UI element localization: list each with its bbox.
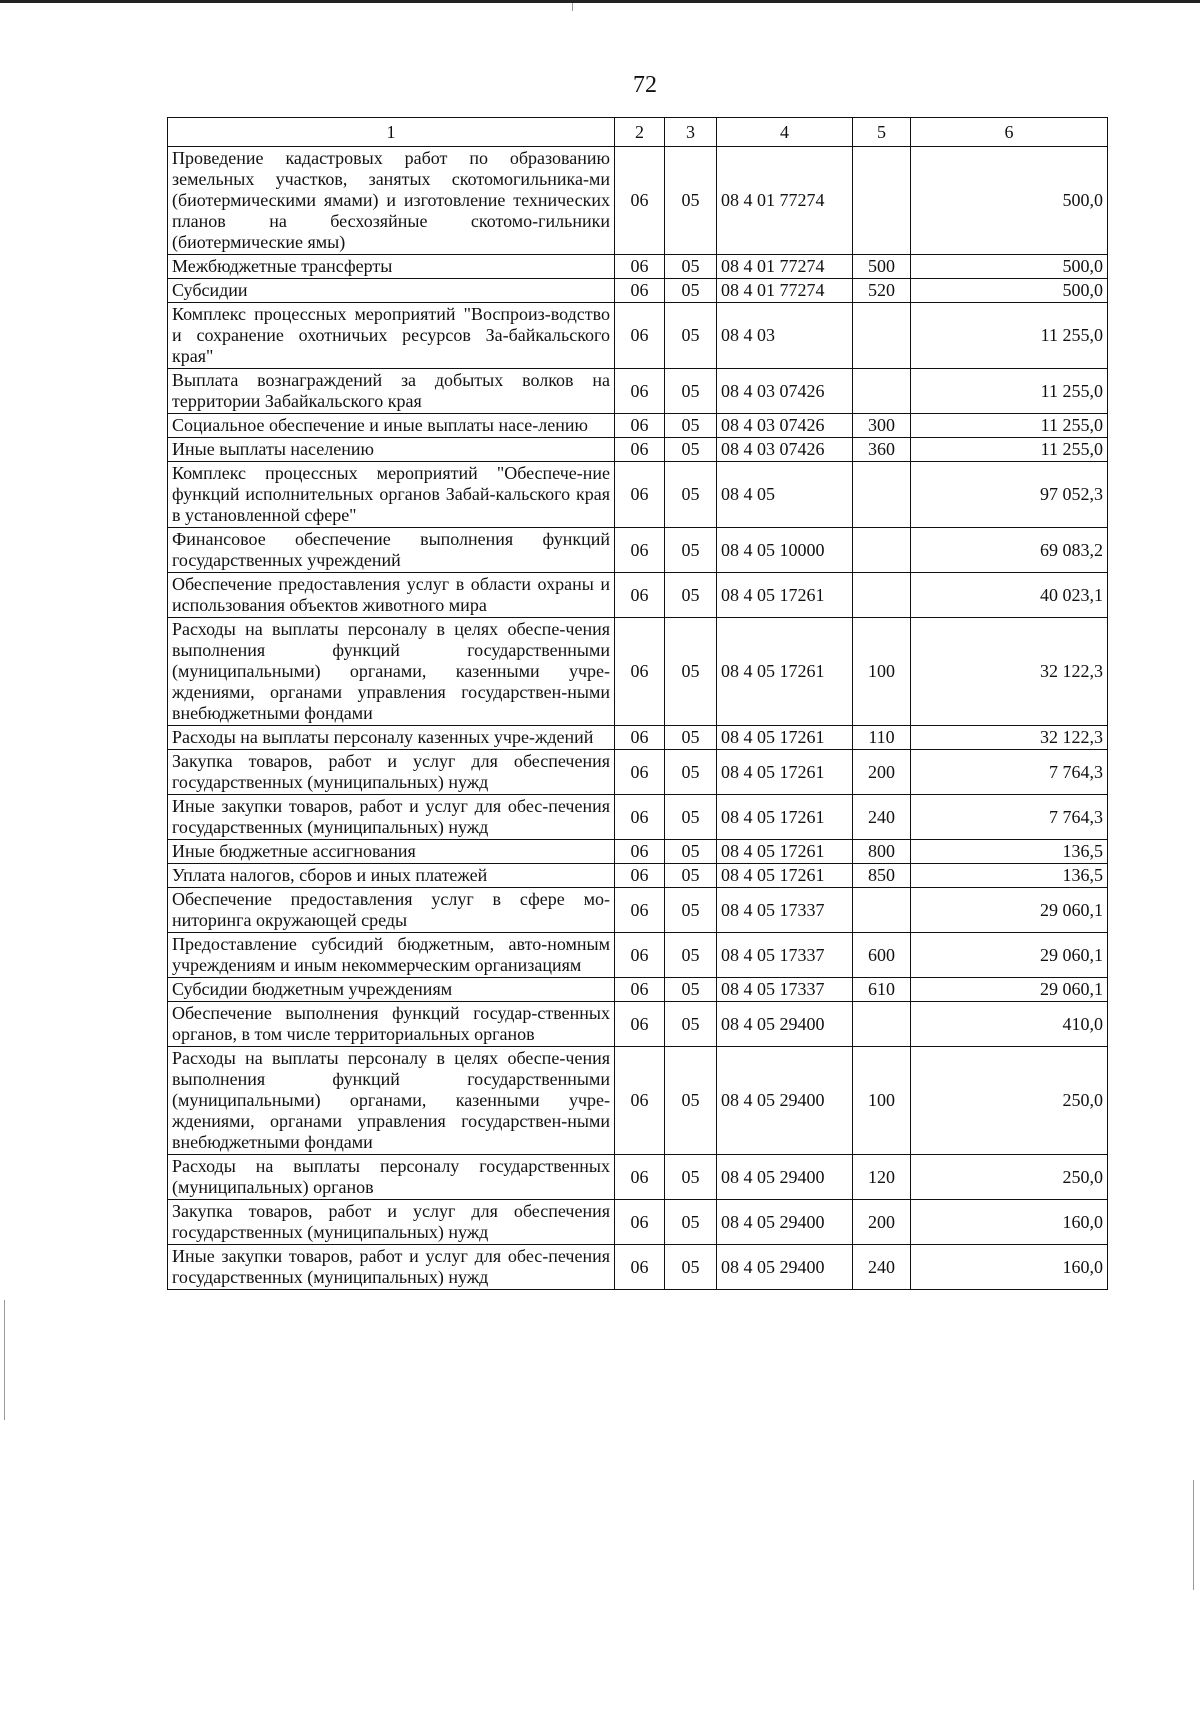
row-type-cell: 850: [853, 864, 911, 888]
row-section-cell: 06: [615, 840, 665, 864]
row-subsection-cell: 05: [665, 618, 717, 726]
scan-mark-left: [4, 1300, 5, 1420]
row-name-cell: Комплекс процессных мероприятий "Воспроиз-водство и сохранение охотничьих ресурсов За-байкальского края": [168, 303, 615, 369]
row-sum-cell: 160,0: [911, 1245, 1108, 1290]
table-row: [168, 1200, 1108, 1245]
row-type-cell: 100: [853, 1047, 911, 1155]
row-sum-cell: 7 764,3: [911, 750, 1108, 795]
row-subsection-cell: 05: [665, 795, 717, 840]
table-row: [168, 303, 1108, 369]
row-subsection-cell: 05: [665, 147, 717, 255]
budget-table-header: [168, 118, 1108, 147]
budget-table-body: [168, 147, 1108, 1290]
table-row: [168, 1002, 1108, 1047]
row-name-cell: Расходы на выплаты персоналу в целях обеспе-чения выполнения функций государственными (муниципальными) органами, казенными учре-ждениями, органами управления государствен-ными внебюджетными фондами: [168, 618, 615, 726]
row-type-cell: [853, 888, 911, 933]
row-type-cell: 520: [853, 279, 911, 303]
row-type-cell: [853, 369, 911, 414]
row-subsection-cell: 05: [665, 528, 717, 573]
row-code-cell: 08 4 05 17261: [717, 795, 853, 840]
row-code-cell: 08 4 05 29400: [717, 1245, 853, 1290]
row-section-cell: 06: [615, 864, 665, 888]
row-type-cell: [853, 1002, 911, 1047]
row-type-cell: 120: [853, 1155, 911, 1200]
row-type-cell: 500: [853, 255, 911, 279]
table-row: [168, 1245, 1108, 1290]
row-code-cell: 08 4 03: [717, 303, 853, 369]
row-section-cell: 06: [615, 438, 665, 462]
row-name-cell: Обеспечение предоставления услуг в области охраны и использования объектов животного мира: [168, 573, 615, 618]
row-section-cell: 06: [615, 750, 665, 795]
row-subsection-cell: 05: [665, 414, 717, 438]
row-subsection-cell: 05: [665, 303, 717, 369]
row-type-cell: 610: [853, 978, 911, 1002]
table-row: [168, 726, 1108, 750]
table-row: [168, 255, 1108, 279]
header-col-5: 5: [853, 118, 911, 147]
table-row: [168, 840, 1108, 864]
row-section-cell: 06: [615, 978, 665, 1002]
header-row: [168, 118, 1108, 147]
scan-mark-right: [1193, 1480, 1194, 1590]
row-code-cell: 08 4 05: [717, 462, 853, 528]
row-sum-cell: 32 122,3: [911, 726, 1108, 750]
table-row: [168, 1047, 1108, 1155]
row-section-cell: 06: [615, 795, 665, 840]
row-section-cell: 06: [615, 147, 665, 255]
table-row: [168, 438, 1108, 462]
row-sum-cell: 11 255,0: [911, 438, 1108, 462]
table-row: [168, 978, 1108, 1002]
row-code-cell: 08 4 03 07426: [717, 438, 853, 462]
row-name-cell: Межбюджетные трансферты: [168, 255, 615, 279]
row-subsection-cell: 05: [665, 255, 717, 279]
row-sum-cell: 11 255,0: [911, 303, 1108, 369]
row-sum-cell: 29 060,1: [911, 978, 1108, 1002]
row-subsection-cell: 05: [665, 750, 717, 795]
row-subsection-cell: 05: [665, 369, 717, 414]
row-code-cell: 08 4 03 07426: [717, 414, 853, 438]
row-subsection-cell: 05: [665, 438, 717, 462]
row-name-cell: Иные выплаты населению: [168, 438, 615, 462]
row-section-cell: 06: [615, 1155, 665, 1200]
row-type-cell: 200: [853, 1200, 911, 1245]
row-name-cell: Закупка товаров, работ и услуг для обеспечения государственных (муниципальных) нужд: [168, 750, 615, 795]
row-subsection-cell: 05: [665, 462, 717, 528]
row-sum-cell: 136,5: [911, 864, 1108, 888]
header-col-4: 4: [717, 118, 853, 147]
row-section-cell: 06: [615, 726, 665, 750]
row-code-cell: 08 4 05 29400: [717, 1002, 853, 1047]
row-subsection-cell: 05: [665, 888, 717, 933]
row-code-cell: 08 4 05 29400: [717, 1200, 853, 1245]
row-section-cell: 06: [615, 1200, 665, 1245]
row-code-cell: 08 4 01 77274: [717, 255, 853, 279]
row-type-cell: [853, 303, 911, 369]
row-sum-cell: 29 060,1: [911, 933, 1108, 978]
row-name-cell: Проведение кадастровых работ по образованию земельных участков, занятых скотомогильника-ми (биотермическими ямами) и изготовление технических планов на бесхозяйные скотомо-гильники (биотермические ямы): [168, 147, 615, 255]
row-type-cell: [853, 573, 911, 618]
row-name-cell: Иные закупки товаров, работ и услуг для обес-печения государственных (муниципальных) нужд: [168, 795, 615, 840]
row-section-cell: 06: [615, 279, 665, 303]
row-code-cell: 08 4 05 29400: [717, 1155, 853, 1200]
row-sum-cell: 136,5: [911, 840, 1108, 864]
table-row: [168, 864, 1108, 888]
row-code-cell: 08 4 05 17261: [717, 726, 853, 750]
row-subsection-cell: 05: [665, 1245, 717, 1290]
row-code-cell: 08 4 05 17337: [717, 933, 853, 978]
row-section-cell: 06: [615, 1047, 665, 1155]
row-code-cell: 08 4 01 77274: [717, 147, 853, 255]
row-name-cell: Социальное обеспечение и иные выплаты насе-лению: [168, 414, 615, 438]
row-type-cell: 240: [853, 1245, 911, 1290]
row-code-cell: 08 4 05 17261: [717, 840, 853, 864]
row-section-cell: 06: [615, 303, 665, 369]
table-row: [168, 933, 1108, 978]
row-subsection-cell: 05: [665, 933, 717, 978]
row-sum-cell: 160,0: [911, 1200, 1108, 1245]
row-type-cell: [853, 147, 911, 255]
row-sum-cell: 32 122,3: [911, 618, 1108, 726]
row-sum-cell: 500,0: [911, 147, 1108, 255]
row-name-cell: Предоставление субсидий бюджетным, авто-номным учреждениям и иным некоммерческим организациям: [168, 933, 615, 978]
row-subsection-cell: 05: [665, 726, 717, 750]
row-type-cell: 600: [853, 933, 911, 978]
row-name-cell: Обеспечение предоставления услуг в сфере мо-ниторинга окружающей среды: [168, 888, 615, 933]
table-row: [168, 750, 1108, 795]
row-code-cell: 08 4 05 17337: [717, 888, 853, 933]
row-section-cell: 06: [615, 414, 665, 438]
row-section-cell: 06: [615, 528, 665, 573]
row-section-cell: 06: [615, 933, 665, 978]
row-code-cell: 08 4 01 77274: [717, 279, 853, 303]
row-subsection-cell: 05: [665, 864, 717, 888]
row-code-cell: 08 4 05 17261: [717, 864, 853, 888]
table-row: [168, 414, 1108, 438]
row-code-cell: 08 4 05 17261: [717, 750, 853, 795]
table-row: [168, 618, 1108, 726]
header-col-1: 1: [168, 118, 615, 147]
row-subsection-cell: 05: [665, 1047, 717, 1155]
table-row: [168, 462, 1108, 528]
row-type-cell: [853, 528, 911, 573]
table-row: [168, 279, 1108, 303]
row-section-cell: 06: [615, 618, 665, 726]
scan-top-rule: [0, 0, 1200, 3]
table-row: [168, 528, 1108, 573]
row-sum-cell: 40 023,1: [911, 573, 1108, 618]
row-subsection-cell: 05: [665, 573, 717, 618]
row-code-cell: 08 4 05 17337: [717, 978, 853, 1002]
row-name-cell: Расходы на выплаты персоналу государственных (муниципальных) органов: [168, 1155, 615, 1200]
row-type-cell: 360: [853, 438, 911, 462]
page-number: 72: [633, 72, 657, 98]
row-type-cell: 110: [853, 726, 911, 750]
row-subsection-cell: 05: [665, 279, 717, 303]
row-sum-cell: 11 255,0: [911, 414, 1108, 438]
row-sum-cell: 500,0: [911, 279, 1108, 303]
row-name-cell: Субсидии: [168, 279, 615, 303]
row-name-cell: Расходы на выплаты персоналу казенных учре-ждений: [168, 726, 615, 750]
row-subsection-cell: 05: [665, 978, 717, 1002]
row-sum-cell: 250,0: [911, 1047, 1108, 1155]
scan-mark-top: [572, 3, 573, 11]
row-name-cell: Расходы на выплаты персоналу в целях обеспе-чения выполнения функций государственными (муниципальными) органами, казенными учре-ждениями, органами управления государствен-ными внебюджетными фондами: [168, 1047, 615, 1155]
header-col-6: 6: [911, 118, 1108, 147]
row-sum-cell: 250,0: [911, 1155, 1108, 1200]
row-section-cell: 06: [615, 1002, 665, 1047]
row-subsection-cell: 05: [665, 1200, 717, 1245]
row-type-cell: 800: [853, 840, 911, 864]
row-code-cell: 08 4 05 17261: [717, 618, 853, 726]
row-sum-cell: 97 052,3: [911, 462, 1108, 528]
row-name-cell: Иные бюджетные ассигнования: [168, 840, 615, 864]
row-code-cell: 08 4 05 10000: [717, 528, 853, 573]
row-subsection-cell: 05: [665, 1155, 717, 1200]
row-name-cell: Субсидии бюджетным учреждениям: [168, 978, 615, 1002]
row-name-cell: Финансовое обеспечение выполнения функций государственных учреждений: [168, 528, 615, 573]
row-sum-cell: 69 083,2: [911, 528, 1108, 573]
row-section-cell: 06: [615, 573, 665, 618]
row-sum-cell: 29 060,1: [911, 888, 1108, 933]
row-name-cell: Выплата вознаграждений за добытых волков на территории Забайкальского края: [168, 369, 615, 414]
row-type-cell: 100: [853, 618, 911, 726]
row-type-cell: 300: [853, 414, 911, 438]
table-row: [168, 147, 1108, 255]
row-type-cell: [853, 462, 911, 528]
table-row: [168, 1155, 1108, 1200]
row-name-cell: Уплата налогов, сборов и иных платежей: [168, 864, 615, 888]
row-sum-cell: 500,0: [911, 255, 1108, 279]
table-row: [168, 888, 1108, 933]
table-row: [168, 369, 1108, 414]
budget-table: [167, 117, 1108, 1290]
row-type-cell: 240: [853, 795, 911, 840]
row-name-cell: Обеспечение выполнения функций государ-ственных органов, в том числе территориальных органов: [168, 1002, 615, 1047]
row-section-cell: 06: [615, 1245, 665, 1290]
row-section-cell: 06: [615, 369, 665, 414]
row-sum-cell: 410,0: [911, 1002, 1108, 1047]
header-col-3: 3: [665, 118, 717, 147]
header-col-2: 2: [615, 118, 665, 147]
row-section-cell: 06: [615, 888, 665, 933]
row-code-cell: 08 4 05 29400: [717, 1047, 853, 1155]
row-section-cell: 06: [615, 462, 665, 528]
row-section-cell: 06: [615, 255, 665, 279]
row-sum-cell: 7 764,3: [911, 795, 1108, 840]
table-row: [168, 573, 1108, 618]
row-subsection-cell: 05: [665, 840, 717, 864]
row-sum-cell: 11 255,0: [911, 369, 1108, 414]
row-name-cell: Закупка товаров, работ и услуг для обеспечения государственных (муниципальных) нужд: [168, 1200, 615, 1245]
row-code-cell: 08 4 05 17261: [717, 573, 853, 618]
row-name-cell: Иные закупки товаров, работ и услуг для обес-печения государственных (муниципальных) нужд: [168, 1245, 615, 1290]
row-code-cell: 08 4 03 07426: [717, 369, 853, 414]
row-name-cell: Комплекс процессных мероприятий "Обеспече-ние функций исполнительных органов Забай-кальского края в установленной сфере": [168, 462, 615, 528]
table-row: [168, 795, 1108, 840]
row-type-cell: 200: [853, 750, 911, 795]
row-subsection-cell: 05: [665, 1002, 717, 1047]
